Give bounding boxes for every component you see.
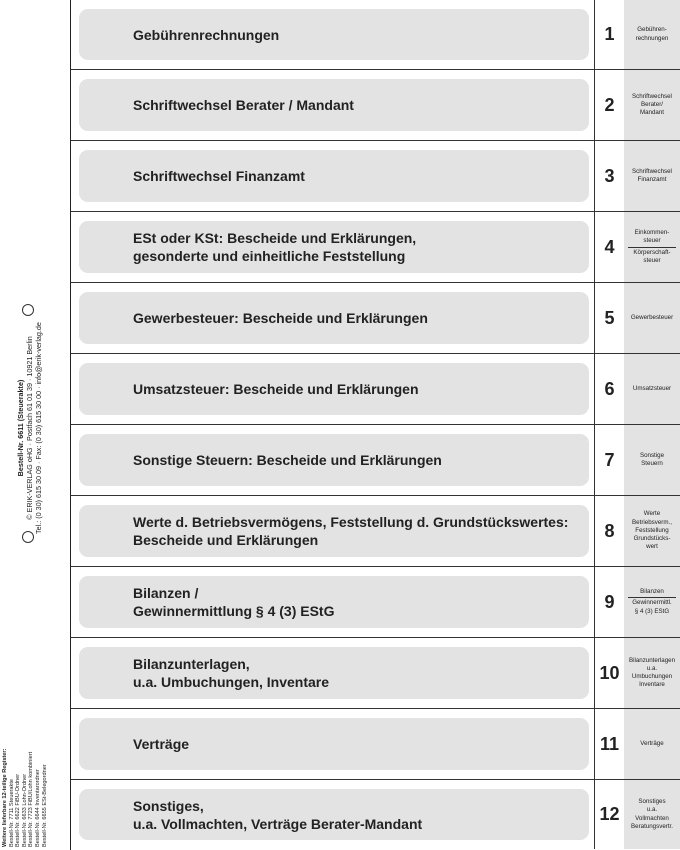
row-title: ESt oder KSt: Bescheide und Erklärungen, gesonderte und einheitliche Feststellung: [133, 230, 417, 264]
register-tab-12[interactable]: [624, 780, 680, 849]
publisher-contact: Tel.: (0 30) 615 30 09 · Fax: (0 30) 615 30 00 · info@erik-verlag.de: [34, 322, 44, 534]
row-number: 11: [594, 709, 624, 779]
tab-split-label: [628, 229, 676, 265]
publisher-company: © ERIK-VERLAG oHG · Postfach 61 01 39 · 10921 Berlin: [25, 336, 35, 520]
row-label-box: [79, 647, 589, 699]
row-label-box: [79, 718, 589, 770]
other-registers-heading: Weitere lieferbare 12-teilige Register:: [2, 748, 8, 847]
tab-label: Gewerbesteuer: [630, 313, 674, 321]
register-tab-1[interactable]: [624, 0, 680, 69]
tab-divider: [628, 247, 676, 248]
register-tab-6[interactable]: [624, 354, 680, 424]
register-tab-10[interactable]: [624, 638, 680, 708]
register-row-8[interactable]: [71, 496, 680, 567]
order-number: Bestell-Nr. 6611 (Steuerakte): [16, 379, 25, 477]
tab-label: Schriftwechsel Finanzamt: [632, 167, 672, 183]
tab-label: Schriftwechsel Berater/ Mandant: [632, 92, 672, 117]
register-tab-7[interactable]: [624, 425, 680, 495]
other-register-line: Bestell-Nr. 6644 Inventarordner: [34, 769, 41, 847]
register-tab-2[interactable]: [624, 70, 680, 140]
row-label-box: [79, 434, 589, 486]
row-label-box: [79, 9, 589, 60]
row-number: 4: [594, 212, 624, 282]
tab-split-label: [628, 588, 676, 616]
row-number: 6: [594, 354, 624, 424]
row-title: Schriftwechsel Berater / Mandant: [133, 97, 354, 113]
register-tab-11[interactable]: [624, 709, 680, 779]
tab-label: Bilanzunterlagen u.a. Umbuchungen Inventare: [628, 656, 676, 689]
row-label-box: [79, 221, 589, 273]
other-register-line: Bestell-Nr. 6622 FiBU-Ordner: [15, 773, 22, 847]
tab-label: Gebühren- rechnungen: [635, 26, 669, 42]
row-title: Verträge: [133, 736, 190, 752]
other-registers-note: [2, 717, 54, 847]
tab-label-top: Einkommen- steuer: [634, 229, 670, 245]
register-row-11[interactable]: [71, 709, 680, 780]
register-row-3[interactable]: [71, 141, 680, 212]
row-title: Umsatzsteuer: Bescheide und Erklärungen: [133, 381, 419, 397]
row-number: 1: [594, 0, 624, 69]
other-register-line: Bestell-Nr. 7711 Steuerakte: [8, 779, 15, 847]
register-row-2[interactable]: [71, 70, 680, 141]
register-row-7[interactable]: [71, 425, 680, 496]
row-title: Bilanzunterlagen, u.a. Umbuchungen, Inventare: [133, 656, 330, 690]
row-label-box: [79, 789, 589, 840]
binding-strip: [0, 0, 71, 850]
row-label-box: [79, 292, 589, 344]
row-number: 2: [594, 70, 624, 140]
register-row-5[interactable]: [71, 283, 680, 354]
tab-label: Werte Betriebsverm., Feststellung Grundstücks- wert: [632, 510, 672, 551]
register-row-10[interactable]: [71, 638, 680, 709]
register-tab-9[interactable]: [624, 567, 680, 637]
row-label-box: [79, 576, 589, 628]
other-register-line: Bestell-Nr. 6655 ESt-Belegordner: [41, 764, 48, 847]
register-tab-8[interactable]: [624, 496, 680, 566]
register-row-12[interactable]: [71, 780, 680, 849]
tab-label: Verträge: [640, 739, 664, 747]
other-register-line: Bestell-Nr. 6633 Lohn-Ordner: [21, 773, 28, 847]
tab-label-bottom: Gewinnermittl. § 4 (3) EStG: [632, 599, 672, 615]
row-title: Werte d. Betriebsvermögens, Feststellung d. Grundstückswertes: Bescheide und Erklärungen: [133, 514, 569, 548]
row-label-box: [79, 505, 589, 557]
register-row-4[interactable]: [71, 212, 680, 283]
row-title: Gewerbesteuer: Bescheide und Erklärungen: [133, 310, 428, 326]
register-rows: [71, 0, 680, 850]
row-label-box: [79, 79, 589, 131]
tab-label-bottom: Körperschaft- steuer: [633, 248, 671, 264]
register-row-1[interactable]: [71, 0, 680, 70]
row-title: Sonstiges, u.a. Vollmachten, Verträge Berater-Mandant: [133, 797, 423, 832]
row-number: 5: [594, 283, 624, 353]
other-register-line: Bestell-Nr. 7723 FiBU/Lohn kombiniert: [28, 751, 35, 847]
row-title: Gebührenrechnungen: [133, 26, 280, 43]
tab-divider: [628, 597, 676, 598]
register-row-6[interactable]: [71, 354, 680, 425]
publisher-imprint: [16, 238, 56, 618]
tab-label: Sonstiges u.a. Vollmachten Beratungsvertr.: [631, 798, 673, 830]
row-number: 9: [594, 567, 624, 637]
tab-label: Umsatzsteuer: [632, 384, 672, 392]
row-label-box: [79, 363, 589, 415]
register-tab-5[interactable]: [624, 283, 680, 353]
row-number: 7: [594, 425, 624, 495]
tab-label: Sonstige Steuern: [639, 451, 665, 467]
register-tab-3[interactable]: [624, 141, 680, 211]
row-number: 10: [594, 638, 624, 708]
register-tab-4[interactable]: [624, 212, 680, 282]
row-number: 12: [594, 780, 624, 849]
row-label-box: [79, 150, 589, 202]
row-number: 8: [594, 496, 624, 566]
register-row-9[interactable]: [71, 567, 680, 638]
row-number: 3: [594, 141, 624, 211]
tab-label-top: Bilanzen: [640, 588, 664, 596]
row-title: Bilanzen / Gewinnermittlung § 4 (3) EStG: [133, 585, 335, 619]
row-title: Sonstige Steuern: Bescheide und Erklärungen: [133, 452, 442, 468]
row-title: Schriftwechsel Finanzamt: [133, 168, 305, 184]
